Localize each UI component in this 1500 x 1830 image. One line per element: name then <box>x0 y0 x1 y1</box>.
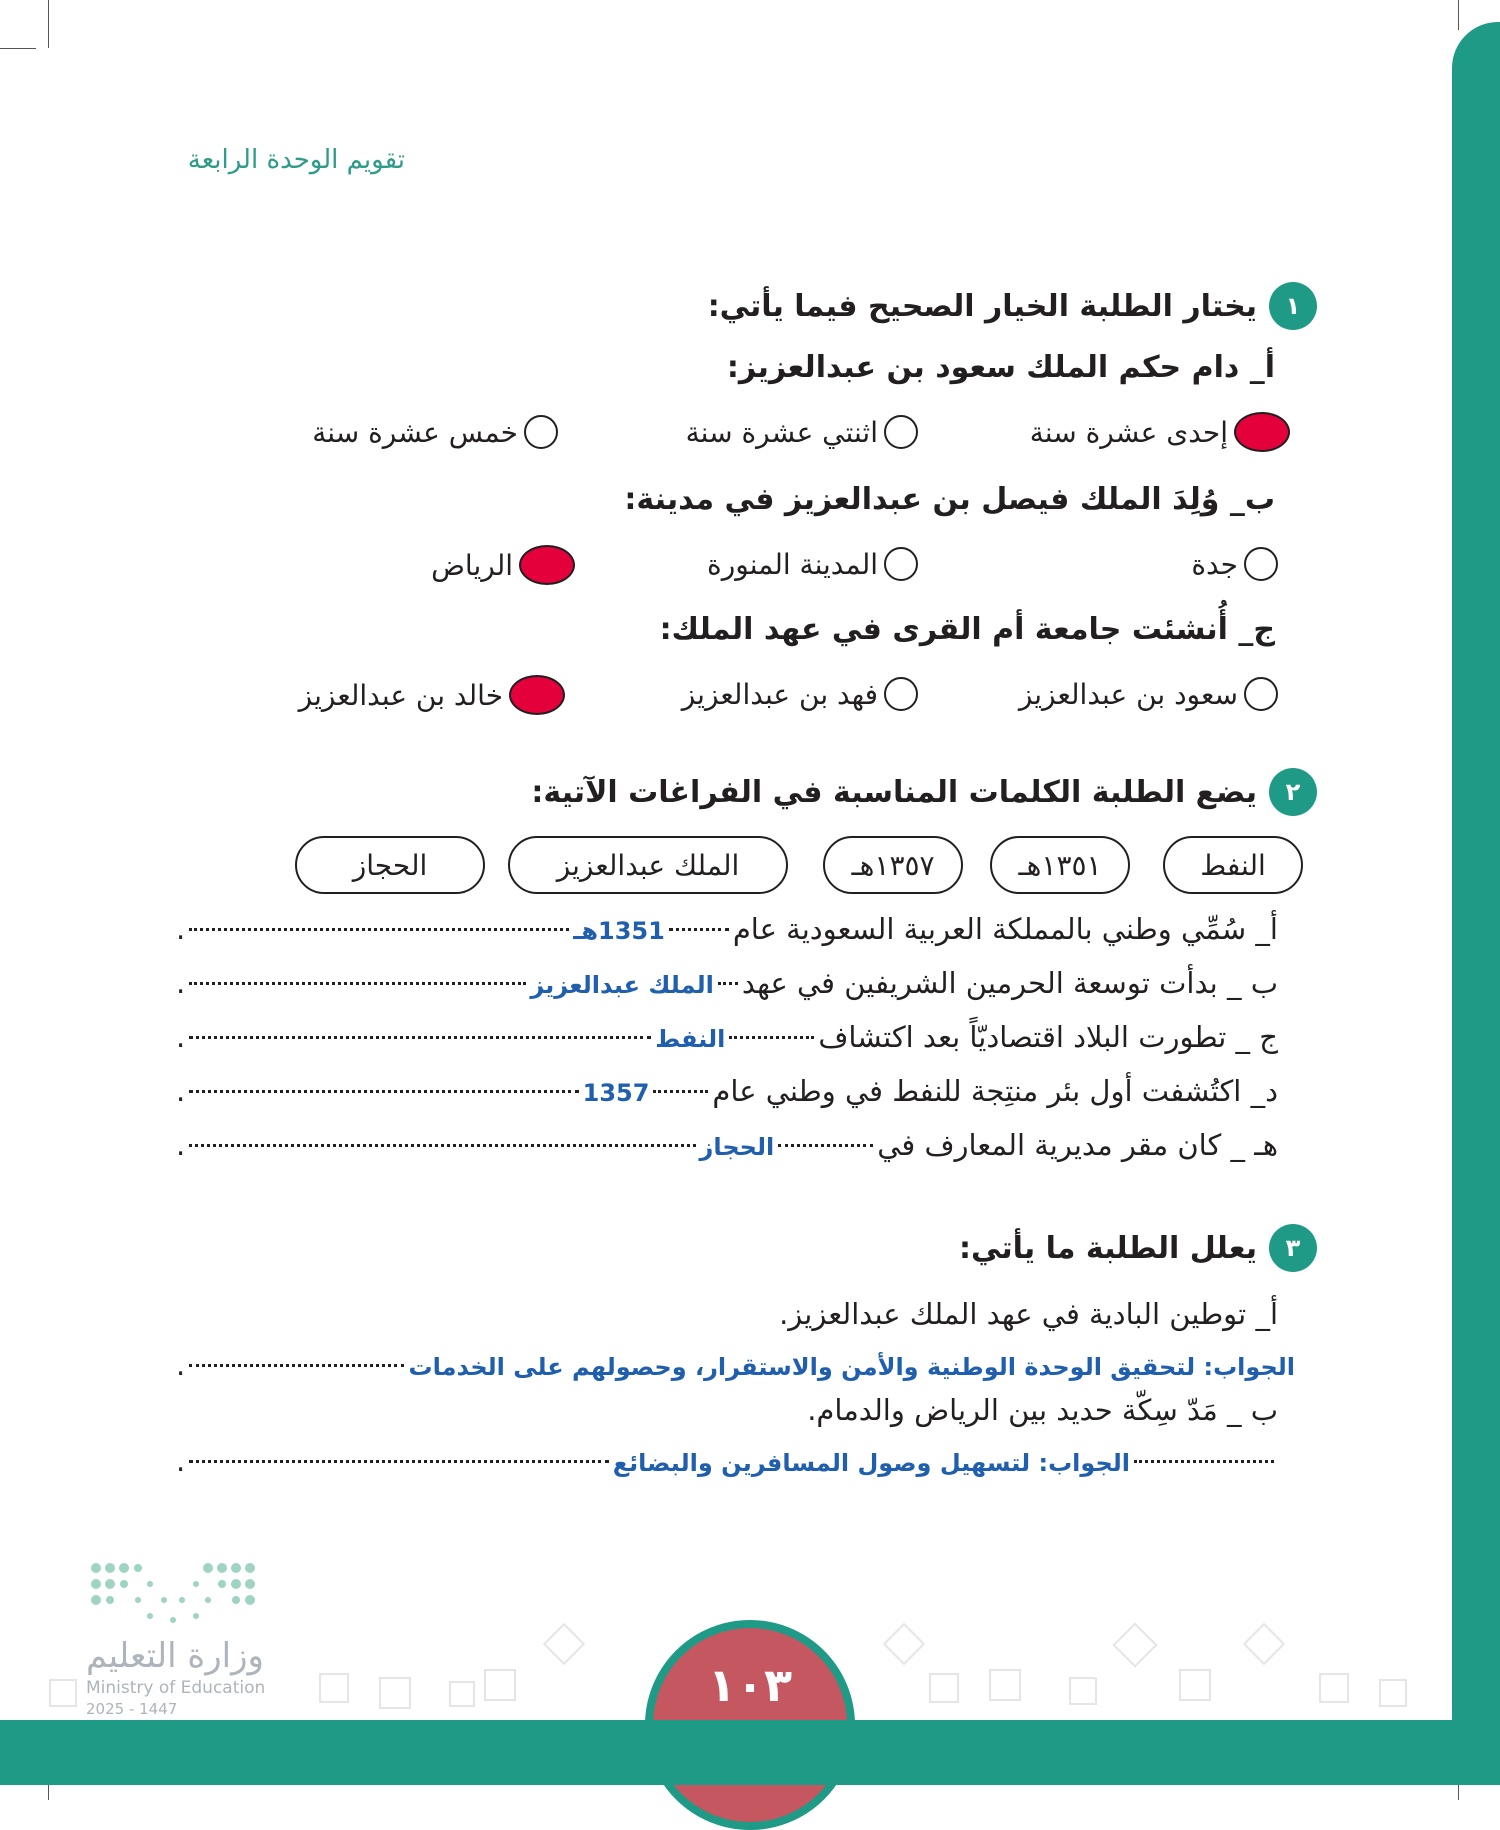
q1-item-a: أ_ دام حكم الملك سعود بن عبدالعزيز: <box>726 350 1275 385</box>
q1b-option-1[interactable]: جدة <box>1191 547 1278 581</box>
dotted-blank <box>189 928 569 931</box>
answer-line: الجواب: لتسهيل وصول المسافرين والبضائع . <box>176 1444 1278 1478</box>
radio-selected[interactable] <box>1234 412 1290 452</box>
q1c-option-2[interactable]: فهد بن عبدالعزيز <box>682 677 918 711</box>
word-box: الملك عبدالعزيز <box>508 836 788 894</box>
q1b-option-2[interactable]: المدينة المنورة <box>707 547 918 581</box>
q1c-option-1[interactable]: سعود بن عبدالعزيز <box>1019 677 1278 711</box>
dotted-blank <box>778 1144 873 1147</box>
handwritten-answer: النفط <box>655 1025 726 1053</box>
radio-button[interactable] <box>524 415 558 449</box>
crop-mark <box>1458 0 1459 30</box>
q1b-option-3[interactable]: الرياض <box>431 545 575 585</box>
q1-item-c: ج_ أُنشئت جامعة أم القرى في عهد الملك: <box>659 612 1275 647</box>
handwritten-answer: الملك عبدالعزيز <box>530 971 714 999</box>
question-1-header <box>708 282 1317 330</box>
crop-mark <box>0 48 36 49</box>
dotted-blank <box>669 928 729 931</box>
question-3-header <box>959 1224 1317 1272</box>
ministry-name-arabic: وزارة التعليم <box>86 1636 264 1676</box>
unit-review-title: تقويم الوحدة الرابعة <box>187 145 405 175</box>
dotted-blank <box>189 1460 609 1463</box>
q1a-option-1[interactable]: إحدى عشرة سنة <box>1030 412 1290 452</box>
word-box: ١٣٥٧هـ <box>823 836 963 894</box>
radio-button[interactable] <box>884 415 918 449</box>
dotted-blank <box>718 982 738 985</box>
radio-selected[interactable] <box>519 545 575 585</box>
ministry-name-english: Ministry of Education <box>86 1678 266 1698</box>
q1-item-b: ب_ وُلِدَ الملك فيصل بن عبدالعزيز في مدينة: <box>624 482 1275 517</box>
fill-sentence: ج _ تطورت البلاد اقتصاديّاً بعد اكتشاف النفط . <box>176 1020 1278 1054</box>
question-title: يعلل الطلبة ما يأتي: <box>959 1230 1257 1266</box>
q3-item-a: أ_ توطين البادية في عهد الملك عبدالعزيز. <box>779 1297 1278 1331</box>
word-box: النفط <box>1163 836 1303 894</box>
radio-selected[interactable] <box>509 675 565 715</box>
handwritten-answer: 1357 <box>582 1079 650 1107</box>
dotted-blank <box>1134 1460 1274 1463</box>
radio-button[interactable] <box>1244 677 1278 711</box>
dotted-blank <box>729 1036 814 1039</box>
radio-button[interactable] <box>884 547 918 581</box>
handwritten-answer: 1351هـ <box>573 917 665 945</box>
q1a-option-3[interactable]: خمس عشرة سنة <box>312 415 558 449</box>
radio-button[interactable] <box>1244 547 1278 581</box>
dotted-blank <box>189 1090 578 1093</box>
question-number-badge: ١ <box>1269 282 1317 330</box>
teal-bottom-band <box>0 1720 1500 1785</box>
fill-sentence: د_ اكتُشفت أول بئر منتِجة للنفط في وطني عام 1357 . <box>176 1074 1278 1108</box>
q3-item-b: ب _ مَدّ سِكّة حديد بين الرياض والدمام. <box>807 1393 1278 1427</box>
handwritten-answer: الحجاز <box>699 1133 775 1161</box>
handwritten-answer: الجواب: لتحقيق الوحدة الوطنية والأمن والاستقرار، وحصولهم على الخدمات <box>408 1353 1295 1381</box>
fill-sentence: ب _ بدأت توسعة الحرمين الشريفين في عهد الملك عبدالعزيز . <box>176 966 1278 1000</box>
word-box: ١٣٥١هـ <box>990 836 1130 894</box>
radio-button[interactable] <box>884 677 918 711</box>
dotted-blank <box>189 1364 404 1367</box>
dotted-blank <box>653 1090 708 1093</box>
question-number-badge: ٣ <box>1269 1224 1317 1272</box>
handwritten-answer: الجواب: لتسهيل وصول المسافرين والبضائع <box>612 1449 1130 1477</box>
crop-mark <box>48 0 49 48</box>
teal-side-band <box>1452 22 1500 1722</box>
q1c-option-3[interactable]: خالد بن عبدالعزيز <box>299 675 565 715</box>
edition-year: 2025 - 1447 <box>86 1700 178 1718</box>
answer-line: الجواب: لتحقيق الوحدة الوطنية والأمن والاستقرار، وحصولهم على الخدمات . <box>176 1348 1295 1382</box>
q1a-option-2[interactable]: اثنتي عشرة سنة <box>686 415 918 449</box>
dotted-blank <box>189 1036 651 1039</box>
dotted-blank <box>189 982 526 985</box>
word-box: الحجاز <box>295 836 485 894</box>
page-number: ١٠٣ <box>707 1658 793 1712</box>
question-2-header <box>531 768 1317 816</box>
question-number-badge: ٢ <box>1269 768 1317 816</box>
fill-sentence: هـ _ كان مقر مديرية المعارف في الحجاز . <box>176 1128 1278 1162</box>
question-title: يضع الطلبة الكلمات المناسبة في الفراغات الآتية: <box>531 774 1257 810</box>
dotted-blank <box>189 1144 695 1147</box>
question-title: يختار الطلبة الخيار الصحيح فيما يأتي: <box>707 288 1257 324</box>
fill-sentence: أ_ سُمِّي وطني بالمملكة العربية السعودية عام 1351هـ . <box>176 912 1278 946</box>
ministry-logo <box>88 1560 268 1630</box>
